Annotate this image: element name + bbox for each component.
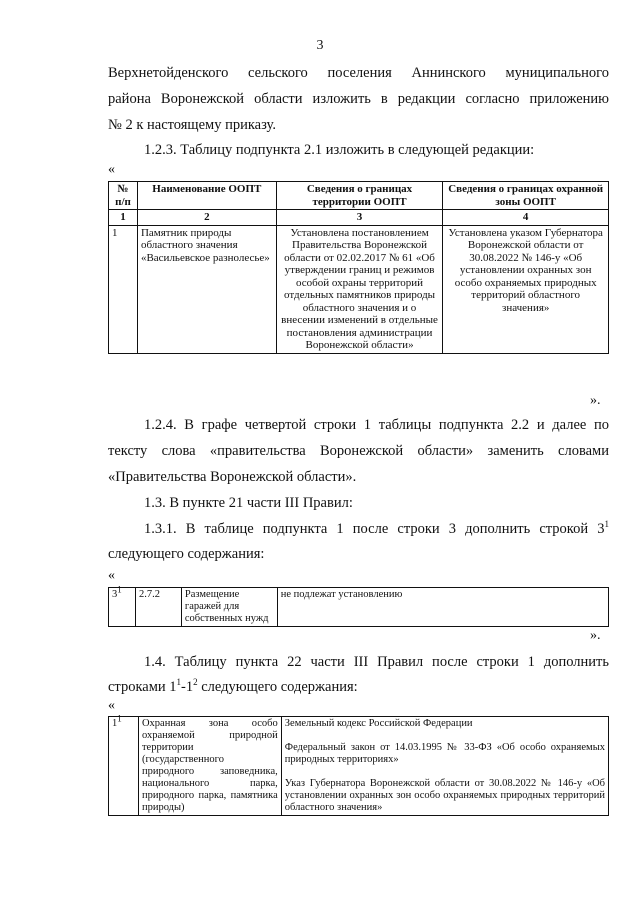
page-number: 3 — [316, 38, 324, 53]
table-1-row-zone: Установлена указом Губернатора Воронежской области от 30.08.2022 № 146-у «Об установлении охранных зон особо охраняемых природных территорий областного значения» — [443, 225, 609, 353]
table-1-header-territory: Сведения о границах территории ООПТ — [276, 182, 443, 210]
table-1-row-name: Памятник природы областного значения «Васильевское разнолесье» — [137, 225, 276, 353]
table-2 — [108, 584, 609, 627]
superscript: 1 — [604, 519, 609, 530]
open-quote-2: « — [108, 568, 115, 583]
intro-line-3: № 2 к настоящему приказу. — [108, 117, 276, 133]
table-1-header-row — [109, 182, 609, 210]
paragraph-1-2-4-line-1: 1.2.4. В графе четвертой строки 1 таблицы подпункта 2.2 и далее по — [144, 417, 609, 433]
table-3-num: $1^1$ — [109, 717, 139, 816]
paragraph-1-3-1-line-1: 1.3.1. В таблице подпункта 1 после строки 3 дополнить строкой $3^1$ — [144, 519, 609, 537]
paragraph-1-2-3: 1.2.3. Таблицу подпункта 2.1 изложить в следующей редакции: — [144, 142, 535, 158]
table-1-col-number: 2 — [137, 210, 276, 226]
paragraph-1-2-4-line-2: тексту слова «правительства Воронежской области» заменить словами — [108, 443, 609, 459]
paragraph-1-2-4-line-3: «Правительства Воронежской области». — [108, 469, 357, 485]
table-row — [109, 717, 609, 816]
close-quote-2: ». — [590, 628, 601, 643]
table-2-name: Размещение гаражей для собственных нужд — [181, 588, 277, 627]
table-3-docs — [281, 717, 608, 816]
table-1 — [108, 181, 609, 354]
table-1-col-number: 3 — [276, 210, 443, 226]
table-row — [109, 588, 609, 627]
table-1-col-number: 4 — [443, 210, 609, 226]
paragraph-1-4-line-2: строками $1^1-1^2$ следующего содержания: — [108, 677, 358, 695]
table-1-row-territory: Установлена постановлением Правительства Воронежской области от 02.02.2017 № 61 «Об утверждении границ и режимов особой охраны территорий отдельных памятников природы областного значения и о внесении изменений в отдельные постановления администрации Воронежской области» — [276, 225, 443, 353]
table-3-doc-2: Федеральный закон от 14.03.1995 № 33-ФЗ «Об особо охраняемых природных территориях» — [284, 742, 605, 765]
table-2-code: 2.7.2 — [135, 588, 181, 627]
intro-line-2: района Воронежской области изложить в редакции согласно приложению — [108, 91, 609, 107]
paragraph-1-3-1-line-2: следующего содержания: — [108, 546, 265, 562]
table-1-col-number-row — [109, 210, 609, 226]
table-3-doc-3: Указ Губернатора Воронежской области от 30.08.2022 № 146-у «Об установлении охранных зон особо охраняемых природных территорий областного значения» — [284, 778, 605, 813]
table-1-header-name: Наименование ООПТ — [137, 182, 276, 210]
paragraph-1-4-line-1: 1.4. Таблицу пункта 22 части III Правил после строки 1 дополнить — [144, 654, 609, 670]
table-3-doc-1: Земельный кодекс Российской Федерации — [284, 718, 473, 729]
intro-line-1: Верхнетойденского сельского поселения Аннинского муниципального — [108, 65, 609, 81]
table-2-num: $3^1$ — [109, 588, 136, 627]
table-1-header-num: № п/п — [109, 182, 138, 210]
table-1-row-num: 1 — [109, 225, 138, 353]
table-3-name: Охранная зона особо охраняемой природной территории (государственного природного заповедника, национального парка, природного парка, памятника природы) — [138, 717, 281, 816]
paragraph-1-3: 1.3. В пункте 21 части III Правил: — [144, 495, 353, 511]
close-quote-1: ». — [590, 393, 601, 408]
table-3 — [108, 713, 609, 816]
table-2-value: не подлежат установлению — [277, 588, 608, 627]
table-row — [109, 225, 609, 353]
open-quote-3: « — [108, 698, 115, 713]
table-1-header-zone: Сведения о границах охранной зоны ООПТ — [443, 182, 609, 210]
table-1-col-number: 1 — [109, 210, 138, 226]
open-quote-1: « — [108, 162, 115, 177]
